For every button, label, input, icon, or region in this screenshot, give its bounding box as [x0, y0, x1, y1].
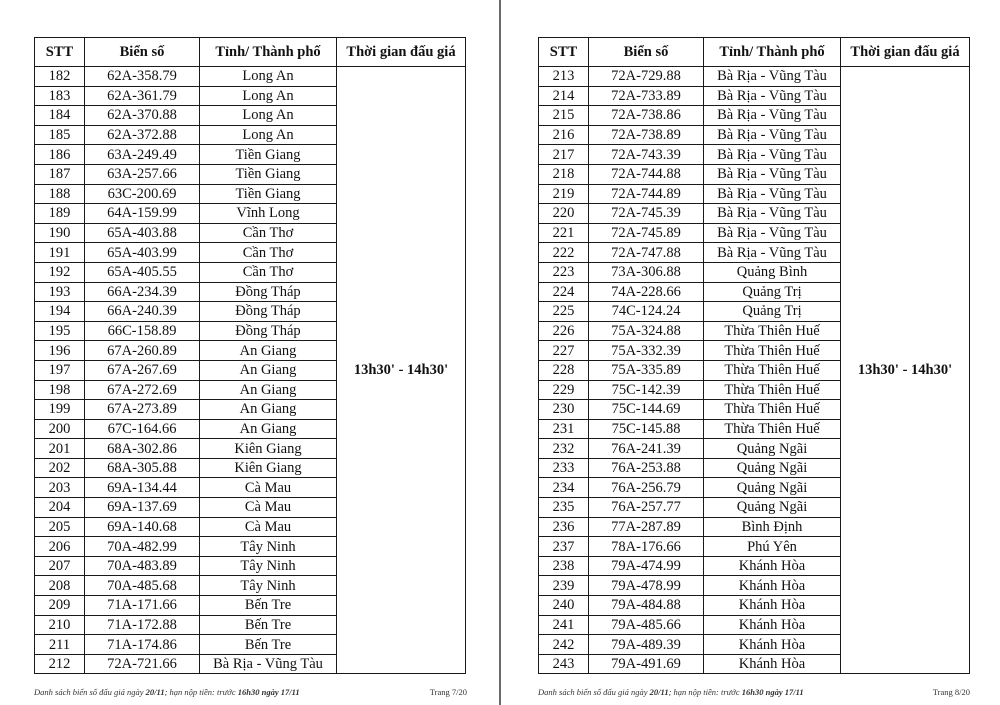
- footer-date: 20/11: [145, 687, 165, 697]
- header-plate: Biển số: [85, 38, 200, 67]
- footer-deadline: 16h30 ngày 17/11: [741, 687, 804, 697]
- cell-province: Bến Tre: [200, 615, 337, 635]
- cell-province: An Giang: [200, 360, 337, 380]
- table-row: [35, 67, 466, 87]
- header-auction-time: Thời gian đấu giá: [337, 38, 466, 67]
- cell-stt: 232: [539, 439, 589, 459]
- cell-plate: 76A-253.88: [589, 458, 704, 478]
- cell-plate: 72A-744.88: [589, 164, 704, 184]
- cell-stt: 205: [35, 517, 85, 537]
- cell-plate: 79A-491.69: [589, 654, 704, 674]
- cell-plate: 72A-744.89: [589, 184, 704, 204]
- cell-province: Long An: [200, 86, 337, 106]
- cell-plate: 71A-174.86: [85, 635, 200, 655]
- cell-stt: 233: [539, 458, 589, 478]
- cell-stt: 200: [35, 419, 85, 439]
- cell-province: Cần Thơ: [200, 262, 337, 282]
- cell-province: Bến Tre: [200, 596, 337, 616]
- cell-stt: 220: [539, 204, 589, 224]
- header-province: Tỉnh/ Thành phố: [200, 38, 337, 67]
- cell-stt: 225: [539, 302, 589, 322]
- cell-province: Bà Rịa - Vũng Tàu: [704, 67, 841, 87]
- cell-province: Cà Mau: [200, 478, 337, 498]
- cell-stt: 211: [35, 635, 85, 655]
- cell-stt: 213: [539, 67, 589, 87]
- cell-stt: 198: [35, 380, 85, 400]
- cell-plate: 70A-485.68: [85, 576, 200, 596]
- cell-plate: 63C-200.69: [85, 184, 200, 204]
- cell-stt: 187: [35, 164, 85, 184]
- cell-stt: 230: [539, 400, 589, 420]
- header-stt: STT: [35, 38, 85, 67]
- cell-stt: 231: [539, 419, 589, 439]
- cell-province: Bà Rịa - Vũng Tàu: [704, 106, 841, 126]
- cell-province: Khánh Hòa: [704, 615, 841, 635]
- cell-stt: 216: [539, 125, 589, 145]
- cell-stt: 237: [539, 537, 589, 557]
- cell-auction-time: 13h30' - 14h30': [841, 67, 970, 674]
- cell-province: Long An: [200, 106, 337, 126]
- cell-stt: 189: [35, 204, 85, 224]
- cell-province: Bà Rịa - Vũng Tàu: [704, 204, 841, 224]
- cell-plate: 71A-172.88: [85, 615, 200, 635]
- cell-province: Khánh Hòa: [704, 576, 841, 596]
- header-province: Tỉnh/ Thành phố: [704, 38, 841, 67]
- cell-province: An Giang: [200, 341, 337, 361]
- cell-province: Kiên Giang: [200, 458, 337, 478]
- cell-stt: 215: [539, 106, 589, 126]
- cell-plate: 66C-158.89: [85, 321, 200, 341]
- cell-plate: 62A-372.88: [85, 125, 200, 145]
- cell-stt: 209: [35, 596, 85, 616]
- footer-date: 20/11: [649, 687, 669, 697]
- cell-plate: 72A-738.86: [589, 106, 704, 126]
- document-page-left: [0, 0, 499, 705]
- cell-stt: 227: [539, 341, 589, 361]
- cell-stt: 188: [35, 184, 85, 204]
- cell-stt: 195: [35, 321, 85, 341]
- cell-province: Long An: [200, 125, 337, 145]
- cell-stt: 224: [539, 282, 589, 302]
- table-row: [539, 67, 970, 87]
- cell-province: Vĩnh Long: [200, 204, 337, 224]
- cell-plate: 67A-260.89: [85, 341, 200, 361]
- cell-stt: 238: [539, 556, 589, 576]
- cell-stt: 240: [539, 596, 589, 616]
- cell-province: Quảng Ngãi: [704, 439, 841, 459]
- cell-province: Tây Ninh: [200, 556, 337, 576]
- cell-plate: 67A-273.89: [85, 400, 200, 420]
- cell-plate: 75A-335.89: [589, 360, 704, 380]
- cell-stt: 236: [539, 517, 589, 537]
- cell-province: An Giang: [200, 419, 337, 439]
- cell-plate: 65A-405.55: [85, 262, 200, 282]
- header-plate: Biển số: [589, 38, 704, 67]
- cell-plate: 75A-324.88: [589, 321, 704, 341]
- cell-plate: 71A-171.66: [85, 596, 200, 616]
- cell-stt: 206: [35, 537, 85, 557]
- cell-plate: 65A-403.88: [85, 223, 200, 243]
- cell-province: Bà Rịa - Vũng Tàu: [704, 223, 841, 243]
- cell-plate: 66A-234.39: [85, 282, 200, 302]
- cell-plate: 75A-332.39: [589, 341, 704, 361]
- cell-stt: 214: [539, 86, 589, 106]
- cell-province: Tiền Giang: [200, 184, 337, 204]
- cell-plate: 76A-257.77: [589, 498, 704, 518]
- page-footer-note: [538, 687, 804, 697]
- table-header-row: [35, 38, 466, 67]
- cell-stt: 202: [35, 458, 85, 478]
- cell-stt: 184: [35, 106, 85, 126]
- cell-stt: 185: [35, 125, 85, 145]
- cell-province: Quảng Trị: [704, 302, 841, 322]
- cell-stt: 210: [35, 615, 85, 635]
- cell-stt: 212: [35, 654, 85, 674]
- cell-province: Thừa Thiên Huế: [704, 360, 841, 380]
- cell-plate: 69A-134.44: [85, 478, 200, 498]
- cell-stt: 219: [539, 184, 589, 204]
- cell-plate: 74A-228.66: [589, 282, 704, 302]
- cell-province: Bà Rịa - Vũng Tàu: [200, 654, 337, 674]
- cell-plate: 73A-306.88: [589, 262, 704, 282]
- cell-plate: 72A-733.89: [589, 86, 704, 106]
- cell-plate: 79A-485.66: [589, 615, 704, 635]
- footer-mid: ; hạn nộp tiền: trước: [668, 687, 740, 697]
- header-auction-time: Thời gian đấu giá: [841, 38, 970, 67]
- document-page-right: [501, 0, 1000, 705]
- cell-province: Tây Ninh: [200, 537, 337, 557]
- cell-stt: 235: [539, 498, 589, 518]
- cell-province: Bà Rịa - Vũng Tàu: [704, 145, 841, 165]
- cell-plate: 67C-164.66: [85, 419, 200, 439]
- cell-province: Bà Rịa - Vũng Tàu: [704, 164, 841, 184]
- cell-stt: 194: [35, 302, 85, 322]
- cell-province: Quảng Ngãi: [704, 478, 841, 498]
- cell-plate: 72A-738.89: [589, 125, 704, 145]
- cell-plate: 63A-257.66: [85, 164, 200, 184]
- cell-stt: 186: [35, 145, 85, 165]
- cell-stt: 183: [35, 86, 85, 106]
- cell-plate: 79A-474.99: [589, 556, 704, 576]
- page-footer-note: [34, 687, 300, 697]
- cell-province: Quảng Ngãi: [704, 458, 841, 478]
- cell-auction-time: 13h30' - 14h30': [337, 67, 466, 674]
- cell-province: Quảng Ngãi: [704, 498, 841, 518]
- cell-province: Cà Mau: [200, 498, 337, 518]
- cell-plate: 77A-287.89: [589, 517, 704, 537]
- cell-province: Đồng Tháp: [200, 302, 337, 322]
- cell-plate: 65A-403.99: [85, 243, 200, 263]
- cell-province: Quảng Trị: [704, 282, 841, 302]
- cell-stt: 242: [539, 635, 589, 655]
- cell-stt: 221: [539, 223, 589, 243]
- cell-plate: 79A-484.88: [589, 596, 704, 616]
- cell-plate: 72A-721.66: [85, 654, 200, 674]
- cell-stt: 217: [539, 145, 589, 165]
- cell-province: Thừa Thiên Huế: [704, 400, 841, 420]
- cell-stt: 228: [539, 360, 589, 380]
- cell-plate: 75C-142.39: [589, 380, 704, 400]
- table-body: [539, 67, 970, 674]
- cell-province: Bến Tre: [200, 635, 337, 655]
- cell-plate: 79A-489.39: [589, 635, 704, 655]
- cell-province: Phú Yên: [704, 537, 841, 557]
- footer-prefix: Danh sách biển số đấu giá ngày: [538, 687, 648, 697]
- cell-plate: 62A-361.79: [85, 86, 200, 106]
- cell-stt: 207: [35, 556, 85, 576]
- cell-plate: 78A-176.66: [589, 537, 704, 557]
- cell-stt: 190: [35, 223, 85, 243]
- cell-plate: 72A-745.39: [589, 204, 704, 224]
- page-number: Trang 8/20: [932, 687, 970, 697]
- cell-plate: 68A-302.86: [85, 439, 200, 459]
- cell-plate: 76A-241.39: [589, 439, 704, 459]
- cell-province: Bình Định: [704, 517, 841, 537]
- cell-plate: 67A-267.69: [85, 360, 200, 380]
- cell-stt: 197: [35, 360, 85, 380]
- cell-province: Bà Rịa - Vũng Tàu: [704, 184, 841, 204]
- cell-stt: 241: [539, 615, 589, 635]
- cell-plate: 70A-482.99: [85, 537, 200, 557]
- plate-table-left: [34, 37, 466, 674]
- page-number: Trang 7/20: [429, 687, 467, 697]
- cell-plate: 79A-478.99: [589, 576, 704, 596]
- cell-plate: 63A-249.49: [85, 145, 200, 165]
- cell-province: Thừa Thiên Huế: [704, 321, 841, 341]
- table-body: [35, 67, 466, 674]
- cell-province: Thừa Thiên Huế: [704, 419, 841, 439]
- cell-stt: 191: [35, 243, 85, 263]
- cell-province: Đồng Tháp: [200, 282, 337, 302]
- cell-stt: 193: [35, 282, 85, 302]
- cell-plate: 74C-124.24: [589, 302, 704, 322]
- table-header-row: [539, 38, 970, 67]
- cell-stt: 192: [35, 262, 85, 282]
- plate-table-right: [538, 37, 970, 674]
- cell-province: Bà Rịa - Vũng Tàu: [704, 125, 841, 145]
- cell-stt: 239: [539, 576, 589, 596]
- cell-province: Khánh Hòa: [704, 556, 841, 576]
- footer-mid: ; hạn nộp tiền: trước: [164, 687, 236, 697]
- cell-province: Kiên Giang: [200, 439, 337, 459]
- cell-province: Tiền Giang: [200, 145, 337, 165]
- cell-province: Quảng Bình: [704, 262, 841, 282]
- cell-plate: 75C-144.69: [589, 400, 704, 420]
- cell-plate: 76A-256.79: [589, 478, 704, 498]
- footer-prefix: Danh sách biển số đấu giá ngày: [34, 687, 144, 697]
- cell-plate: 75C-145.88: [589, 419, 704, 439]
- cell-plate: 68A-305.88: [85, 458, 200, 478]
- cell-province: Thừa Thiên Huế: [704, 341, 841, 361]
- cell-stt: 203: [35, 478, 85, 498]
- cell-stt: 201: [35, 439, 85, 459]
- cell-stt: 229: [539, 380, 589, 400]
- cell-province: Khánh Hòa: [704, 596, 841, 616]
- cell-province: An Giang: [200, 380, 337, 400]
- cell-province: Tây Ninh: [200, 576, 337, 596]
- cell-province: Cần Thơ: [200, 243, 337, 263]
- cell-plate: 72A-743.39: [589, 145, 704, 165]
- cell-plate: 72A-745.89: [589, 223, 704, 243]
- cell-province: Đồng Tháp: [200, 321, 337, 341]
- header-stt: STT: [539, 38, 589, 67]
- cell-plate: 64A-159.99: [85, 204, 200, 224]
- cell-province: Khánh Hòa: [704, 654, 841, 674]
- cell-stt: 199: [35, 400, 85, 420]
- cell-province: Khánh Hòa: [704, 635, 841, 655]
- cell-province: Cà Mau: [200, 517, 337, 537]
- cell-stt: 234: [539, 478, 589, 498]
- cell-stt: 218: [539, 164, 589, 184]
- cell-plate: 70A-483.89: [85, 556, 200, 576]
- cell-stt: 243: [539, 654, 589, 674]
- cell-stt: 196: [35, 341, 85, 361]
- cell-province: Tiền Giang: [200, 164, 337, 184]
- cell-plate: 66A-240.39: [85, 302, 200, 322]
- cell-plate: 62A-370.88: [85, 106, 200, 126]
- cell-province: Bà Rịa - Vũng Tàu: [704, 243, 841, 263]
- cell-plate: 69A-137.69: [85, 498, 200, 518]
- cell-province: Long An: [200, 67, 337, 87]
- cell-stt: 226: [539, 321, 589, 341]
- cell-stt: 222: [539, 243, 589, 263]
- cell-plate: 72A-729.88: [589, 67, 704, 87]
- cell-province: Cần Thơ: [200, 223, 337, 243]
- cell-stt: 223: [539, 262, 589, 282]
- cell-province: An Giang: [200, 400, 337, 420]
- cell-plate: 72A-747.88: [589, 243, 704, 263]
- cell-province: Thừa Thiên Huế: [704, 380, 841, 400]
- cell-stt: 204: [35, 498, 85, 518]
- footer-deadline: 16h30 ngày 17/11: [237, 687, 300, 697]
- cell-stt: 182: [35, 67, 85, 87]
- cell-plate: 67A-272.69: [85, 380, 200, 400]
- cell-province: Bà Rịa - Vũng Tàu: [704, 86, 841, 106]
- cell-stt: 208: [35, 576, 85, 596]
- cell-plate: 62A-358.79: [85, 67, 200, 87]
- cell-plate: 69A-140.68: [85, 517, 200, 537]
